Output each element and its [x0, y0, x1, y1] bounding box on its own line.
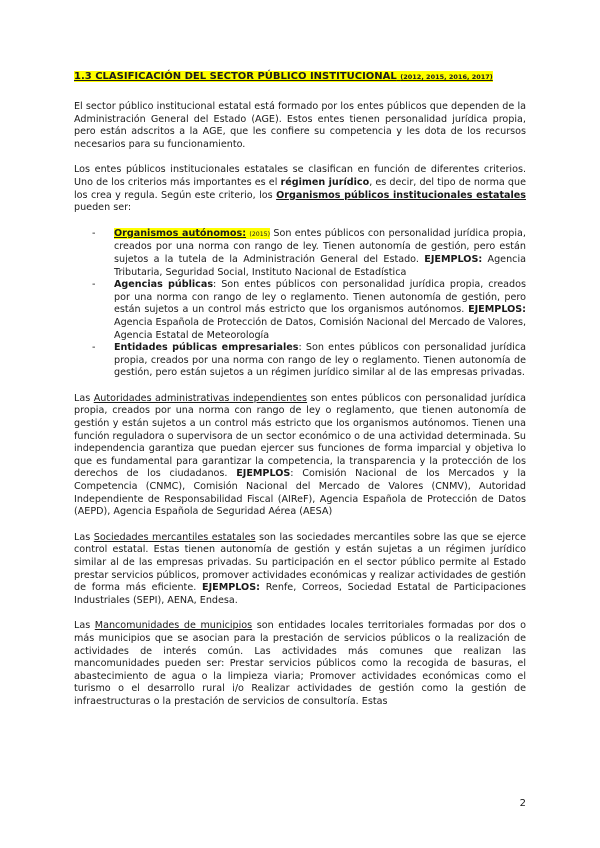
section-heading [74, 70, 526, 84]
autoridades-term: Autoridades administrativas independientes [93, 392, 308, 404]
paragraph-text: son entes públicos con personalidad jurídica propia, creados por una norma con rango de ley o reglamento, que tienen autonomía de gestión y están sujetos a un control más estricto que los organismos autónomos. Tienen una función reguladora o supervisora de un sector económico o de una actividad determinada. Su independencia garantiza que puedan ejercer sus funciones de forma imparcial y objetiva lo que es fundamental para garantizar la competencia, la transparencia y la protección de los derechos de los ciudadanos. [74, 392, 526, 480]
list-item-agencias-publicas [92, 279, 526, 342]
regimen-juridico-term: régimen jurídico [280, 176, 370, 188]
paragraph-text: Las [74, 531, 94, 543]
autoridades-paragraph [74, 393, 526, 519]
examples-label: EJEMPLOS: [202, 582, 260, 594]
page-number: 2 [519, 798, 526, 809]
organismos-publicos-term: Organismos públicos institucionales estatales [276, 189, 527, 201]
paragraph-text: Las [74, 620, 95, 632]
organism-type-list [74, 228, 526, 380]
section-heading-years: (2012, 2015, 2016, 2017) [400, 73, 493, 81]
paragraph-text: son las sociedades mercantiles sobre las que se ejerce control estatal. Estas tienen autonomía de gestión y están sujetas a un régimen jurídico similar al de las empresas privadas. Su participación en el sector público permite al Estado prestar servicios públicos, promover actividades económicas y realizar actividades de gestión de forma más eficiente. [74, 531, 526, 594]
list-term: Organismos autónomos: [114, 227, 247, 239]
examples-label: EJEMPLOS [236, 468, 291, 480]
sociedades-paragraph [74, 532, 526, 608]
mancomunidades-paragraph [74, 620, 526, 708]
list-term: Agencias públicas [114, 279, 214, 291]
classification-text: pueden ser: [74, 202, 132, 214]
paragraph-text: Las [74, 392, 94, 404]
list-dash: - [92, 227, 96, 239]
list-dash: - [92, 279, 96, 291]
section-heading-title: 1.3 CLASIFICACIÓN DEL SECTOR PÚBLICO INSTITUCIONAL [74, 71, 397, 82]
list-item-organismos-autonomos [92, 227, 526, 279]
intro-paragraph: El sector público institucional estatal está formado por los entes públicos que dependen de la Administración General del Estado (AGE). Estos entes tienen personalidad jurídica propia, pero están adscritos a la AGE, que les confiere su competencia y les dota de los recursos necesarios para su funcionamiento. [74, 101, 526, 150]
term-highlight [114, 228, 270, 239]
mancomunidades-term: Mancomunidades de municipios [94, 620, 253, 632]
classification-text: , es decir, del tipo de norma que los crea y regula. Según este criterio, los [74, 176, 526, 201]
classification-paragraph [74, 164, 526, 214]
examples-label: EJEMPLOS: [468, 304, 526, 316]
list-item-entidades-publicas [92, 342, 527, 380]
examples-label: EJEMPLOS: [424, 253, 483, 265]
list-text: : Son entes públicos con personalidad jurídica propia, creados por una norma con rango de ley o reglamento. Tienen autonomía de gestión, pero están sujetos a un régimen jurídico similar al de las empresas privadas. [114, 342, 527, 379]
paragraph-text: son entidades locales territoriales formadas por dos o más municipios que se asocian para la prestación de servicios públicos o la realización de actividades de interés común. Las actividades más comunes que realizan las mancomunidades pueden ser: Prestar servicios públicos como la recogida de basuras, el abastecimiento de agua o la limpieza viaria; Promover actividades económicas como el turismo o el desarrollo rural i/o Realizar actividades de gestión como la gestión de infraestructuras o la prestación de servicios de consultoría. Estas [74, 620, 526, 707]
classification-text: Los entes públicos institucionales estatales se clasifican en función de diferentes criterios. Uno de los criterios más importantes es el [74, 164, 526, 188]
examples-text: Renfe, Correos, Sociedad Estatal de Participaciones Industriales (SEPI), AENA, Endesa. [74, 582, 527, 606]
list-text: : Son entes públicos con personalidad jurídica propia, creados por una norma con rango de ley o reglamento. Tienen autonomía de gestión, pero están sujetos a un control más estricto que los organismos autónomos. [114, 279, 526, 316]
examples-text: Agencia Tributaria, Seguridad Social, Instituto Nacional de Estadística [114, 253, 526, 278]
page-content [74, 70, 526, 722]
sociedades-term: Sociedades mercantiles estatales [93, 531, 256, 543]
list-year: (2015) [249, 230, 270, 238]
list-term: Entidades públicas empresariales [114, 342, 299, 354]
examples-text: : Comisión Nacional de los Mercados y la Competencia (CNMC), Comisión Nacional del Mercado de Valores (CNMV), Autoridad Independiente de Responsabilidad Fiscal (AIReF), Agencia Española de Protección de Datos (AEPD), Agencia Española de Seguridad Aérea (AESA) [74, 468, 526, 518]
list-dash: - [92, 342, 96, 354]
section-heading-highlight [74, 71, 493, 82]
list-text: Son entes públicos con personalidad jurídica propia, creados por una norma con rango de ley. Tienen autonomía de gestión, pero están sujetos a la tutela de la Administración General del Estado. [114, 227, 526, 265]
examples-text: Agencia Española de Protección de Datos, Comisión Nacional del Mercado de Valores, Agencia Estatal de Meteorología [114, 316, 526, 341]
